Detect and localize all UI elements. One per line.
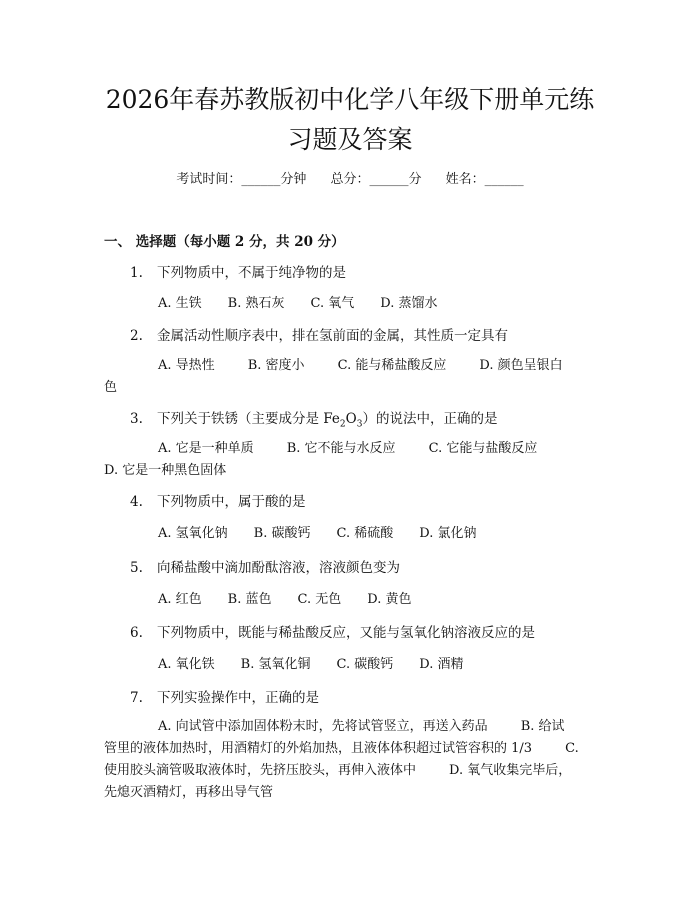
section-heading-choice: 一、 选择题（每小题 2 分，共 20 分）	[104, 234, 345, 250]
question-text-mid: O	[345, 411, 357, 427]
option-c: C. 稀硫酸	[336, 526, 394, 541]
option-b: B. 熟石灰	[227, 296, 285, 311]
subscript-2: 2	[339, 419, 346, 430]
question-4	[130, 490, 306, 510]
options-line-2: 色	[104, 380, 118, 395]
question-4-options	[158, 522, 502, 541]
option-b: B. 蓝色	[227, 592, 272, 607]
question-text: 下列物质中，既能与稀盐酸反应，又能与氢氧化钠溶液反应的是	[157, 625, 535, 641]
title-line-2: 习题及答案	[287, 125, 413, 154]
options-line-2: D. 它是一种黑色固体	[104, 463, 227, 478]
option-d: D. 氯化钠	[419, 526, 477, 541]
option-a: A. 生铁	[158, 296, 202, 311]
question-2	[130, 324, 508, 344]
document-title	[60, 80, 640, 160]
question-2-options	[104, 355, 604, 399]
question-text: 下列物质中，不属于纯净物的是	[157, 265, 346, 281]
exam-time: 考试时间：______分钟	[176, 172, 307, 187]
question-text-post: ）的说法中，正确的是	[362, 411, 498, 427]
question-5-options	[158, 588, 437, 607]
option-d: D. 黄色	[367, 592, 412, 607]
option-c: C. 无色	[297, 592, 342, 607]
option-c: C. 碳酸钙	[336, 657, 394, 672]
question-7-options	[104, 716, 604, 804]
question-number: 6.	[130, 625, 143, 641]
question-3-options	[104, 438, 604, 482]
option-c: C. 氧气	[310, 296, 355, 311]
option-b: B. 碳酸钙	[253, 526, 311, 541]
question-text: 金属活动性顺序表中，排在氢前面的金属，其性质一定具有	[157, 328, 508, 344]
options-line-2: 管里的液体加热时，用酒精灯的外焰加热，且液体体积超过试管容积的 1/3 C.	[104, 741, 579, 756]
question-6-options	[158, 653, 489, 672]
question-number: 1.	[130, 265, 143, 281]
question-text: 下列实验操作中，正确的是	[157, 690, 319, 706]
option-d: D. 蒸馏水	[380, 296, 438, 311]
student-name: 姓名：______	[445, 172, 524, 187]
option-b: B. 氢氧化铜	[240, 657, 311, 672]
question-number: 7.	[130, 690, 143, 706]
title-line-1: 2026年春苏教版初中化学八年级下册单元练	[105, 85, 595, 114]
option-a: A. 氢氧化钠	[158, 526, 228, 541]
question-1	[130, 261, 346, 281]
options-line-1: A. 导热性 B. 密度小 C. 能与稀盐酸反应 D. 颜色呈银白	[158, 358, 563, 373]
exam-meta	[0, 168, 700, 187]
total-score: 总分：______分	[330, 172, 422, 187]
question-text: 向稀盐酸中滴加酚酞溶液，溶液颜色变为	[157, 560, 400, 576]
question-5	[130, 556, 400, 576]
question-1-options	[158, 292, 463, 311]
question-number: 3.	[130, 411, 143, 427]
question-3	[130, 407, 497, 430]
options-line-1: A. 它是一种单质 B. 它不能与水反应 C. 它能与盐酸反应	[158, 441, 538, 456]
question-text: 下列物质中，属于酸的是	[157, 494, 306, 510]
question-number: 4.	[130, 494, 143, 510]
question-number: 5.	[130, 560, 143, 576]
subscript-3: 3	[356, 419, 363, 430]
question-6	[130, 621, 535, 641]
question-7	[130, 686, 319, 706]
question-number: 2.	[130, 328, 143, 344]
option-a: A. 氧化铁	[158, 657, 215, 672]
options-line-4: 先熄灭酒精灯，再移出导气管	[104, 785, 274, 800]
options-line-3: 使用胶头滴管吸取液体时，先挤压胶头，再伸入液体中 D. 氧气收集完毕后，	[104, 763, 572, 778]
option-d: D. 酒精	[419, 657, 464, 672]
options-line-1: A. 向试管中添加固体粉末时，先将试管竖立，再送入药品 B. 给试	[158, 719, 565, 734]
question-text-pre: 下列关于铁锈（主要成分是 Fe	[157, 411, 340, 427]
option-a: A. 红色	[158, 592, 202, 607]
